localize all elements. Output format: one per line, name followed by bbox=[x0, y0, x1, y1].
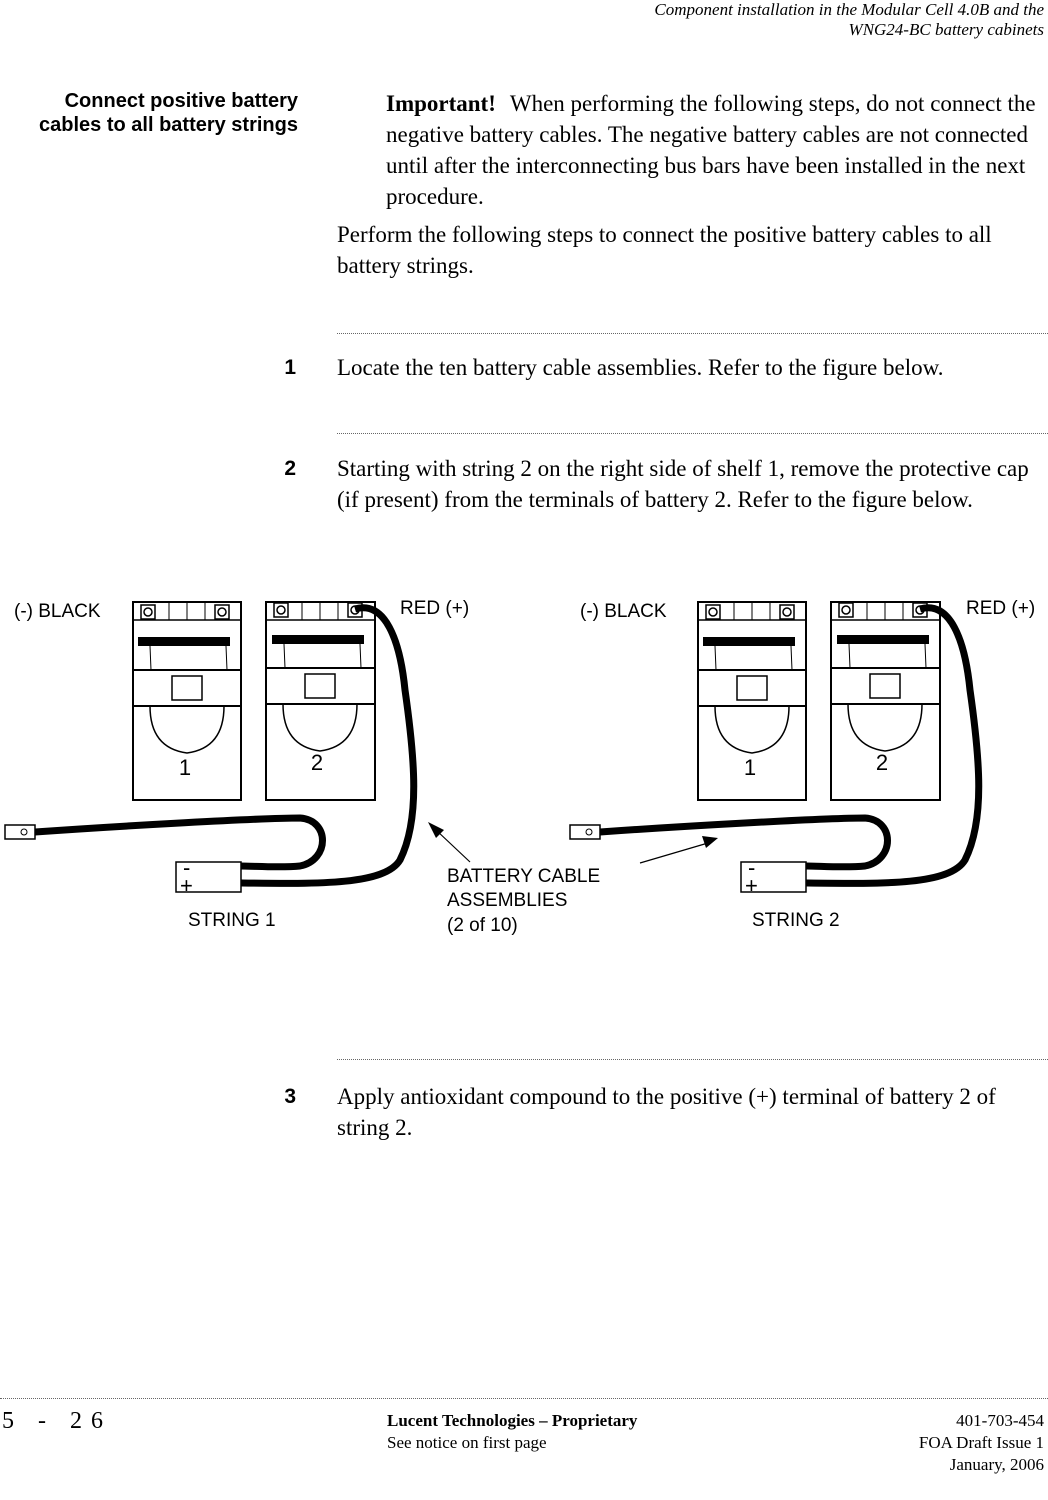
footer-notice: See notice on first page bbox=[387, 1433, 547, 1452]
string-1-diagram bbox=[5, 598, 469, 931]
string-2-diagram bbox=[570, 598, 1035, 931]
black-label: (-) BLACK bbox=[14, 601, 101, 622]
page-number: 5 - 26 bbox=[2, 1408, 112, 1434]
red-label: RED (+) bbox=[400, 598, 470, 619]
intro-paragraph: Perform the following steps to connect the positive battery cables to all battery strings. bbox=[337, 222, 992, 278]
important-note bbox=[386, 88, 1036, 212]
battery-2-string-2 bbox=[831, 602, 940, 800]
callout-line-2: ASSEMBLIES bbox=[447, 890, 568, 911]
battery-1-string-2 bbox=[698, 602, 806, 800]
string-2-label: STRING 2 bbox=[752, 910, 840, 931]
header-line-1: Component installation in the Modular Cell 4.0B and the bbox=[654, 0, 1044, 19]
footer-divider bbox=[0, 1398, 1048, 1399]
important-text: When performing the following steps, do not connect the negative battery cables. The negative battery cables are not connected until after the interconnecting bus bars have been installed in the next procedure. bbox=[386, 91, 1036, 209]
step-text-2: Starting with string 2 on the right side of shelf 1, remove the protective cap (if present) from the terminals of battery 2. Refer to the figure below. bbox=[337, 456, 1029, 512]
red-label: RED (+) bbox=[966, 598, 1036, 619]
black-cable bbox=[35, 818, 323, 867]
footer-issue: FOA Draft Issue 1 bbox=[918, 1433, 1044, 1452]
step-divider bbox=[337, 433, 1048, 434]
battery-number: 1 bbox=[178, 755, 192, 780]
battery-1-string-1 bbox=[133, 602, 241, 800]
callout-line-3: (2 of 10) bbox=[447, 915, 518, 936]
footer-doc-number: 401-703-454 bbox=[956, 1411, 1044, 1430]
string-1-label: STRING 1 bbox=[188, 910, 276, 931]
battery-number: 2 bbox=[310, 750, 324, 775]
minus-sign: - bbox=[748, 855, 756, 880]
cable-lug bbox=[5, 825, 35, 839]
plus-sign: + bbox=[180, 873, 193, 898]
footer-right bbox=[919, 1410, 1044, 1476]
step-text-3: Apply antioxidant compound to the positive (+) terminal of battery 2 of string 2. bbox=[337, 1084, 996, 1140]
step-number-1: 1 bbox=[284, 356, 296, 379]
cable-lug bbox=[570, 825, 600, 839]
step-divider bbox=[337, 1059, 1048, 1060]
step-number-2: 2 bbox=[284, 457, 296, 480]
header-line-2: WNG24-BC battery cabinets bbox=[848, 20, 1044, 39]
battery-number: 2 bbox=[875, 750, 889, 775]
callout-line-1: BATTERY CABLE bbox=[447, 866, 601, 887]
footer-date: January, 2006 bbox=[949, 1455, 1044, 1474]
battery-cable-figure bbox=[0, 560, 1048, 980]
plus-sign: + bbox=[745, 873, 758, 898]
running-header bbox=[654, 0, 1044, 40]
step-divider bbox=[337, 333, 1048, 334]
important-label: Important! bbox=[386, 91, 496, 116]
minus-sign: - bbox=[183, 855, 191, 880]
footer-center bbox=[387, 1410, 637, 1454]
battery-2-string-1 bbox=[266, 602, 375, 800]
step-text-1: Locate the ten battery cable assemblies. Refer to the figure below. bbox=[337, 355, 944, 380]
battery-number: 1 bbox=[743, 755, 757, 780]
arrow-icon bbox=[702, 836, 718, 848]
step-number-3: 3 bbox=[284, 1085, 296, 1108]
footer-company: Lucent Technologies – Proprietary bbox=[387, 1411, 638, 1430]
section-title: Connect positive battery cables to all battery strings bbox=[39, 90, 298, 136]
black-label: (-) BLACK bbox=[580, 601, 667, 622]
black-cable bbox=[600, 818, 888, 867]
